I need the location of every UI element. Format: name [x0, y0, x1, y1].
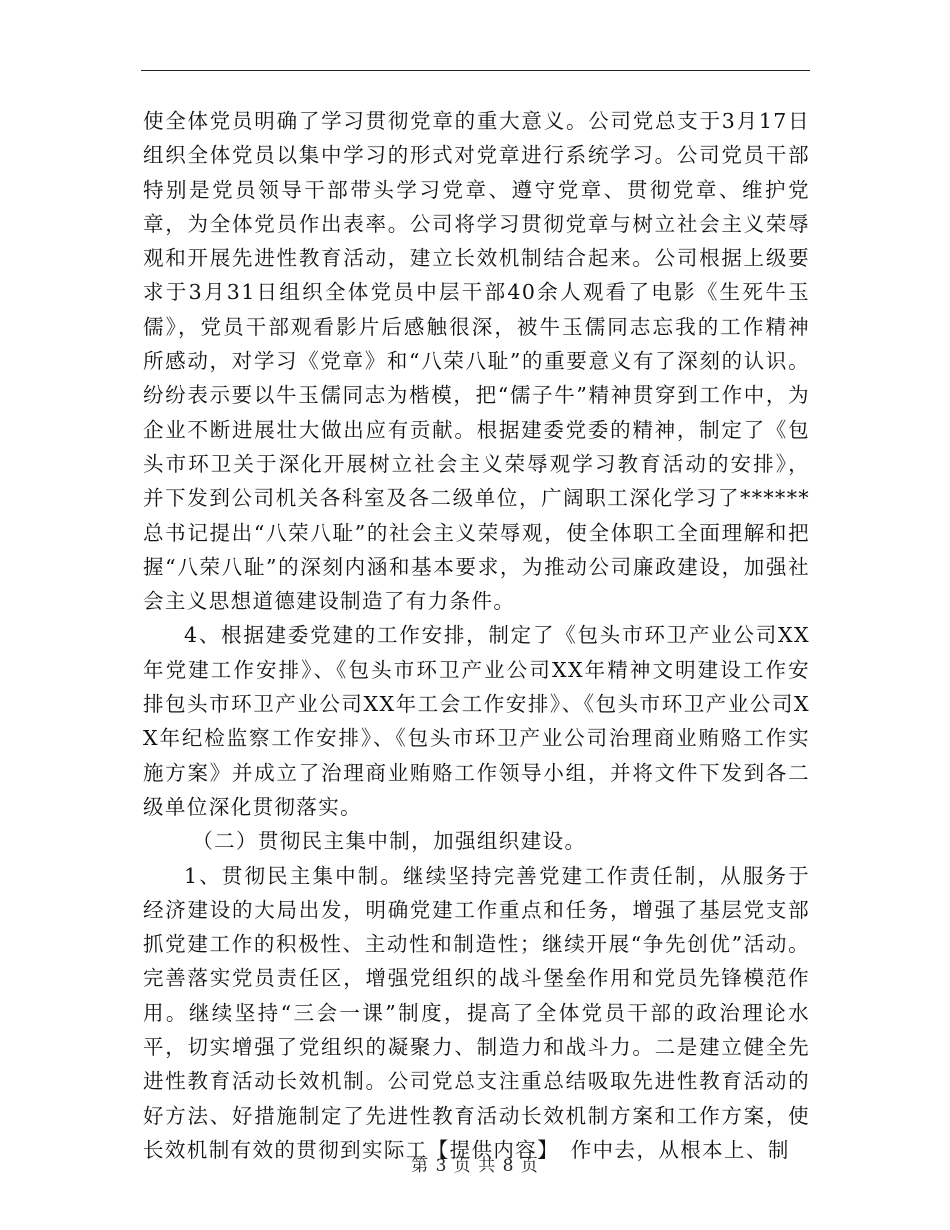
paragraph-item-4: 4、根据建委党建的工作安排，制定了《包头市环卫产业公司XX年党建工作安排》、《包头市环卫产业公司XX年精神文明建设工作安排包头市环卫产业公司XX年工会工作安排》、《包头市环卫产业公司XX年纪检监察工作安排》、《包头市环卫产业公司治理商业贿赂工作实施方案》并成立了治理商业贿赂工作领导小组，并将文件下发到各二级单位深化贯彻落实。 — [143, 623, 810, 819]
paragraph-continuation: 使全体党员明确了学习贯彻党章的重大意义。公司党总支于3月17日组织全体党员以集中学习的形式对党章进行系统学习。公司党员干部特别是党员领导干部带头学习党章、遵守党章、贯彻党章、维护党章，为全体党员作出表率。公司将学习贯彻党章与树立社会主义荣辱观和开展先进性教育活动，建立长效机制结合起来。公司根据上级要求于3月31日组织全体党员中层干部40余人观看了电影《生死牛玉儒》，党员干部观看影片后感触很深，被牛玉儒同志忘我的工作精神所感动，对学习《党章》和“八荣八耻”的重要意义有了深刻的认识。纷纷表示要以牛玉儒同志为楷模，把“儒子牛”精神贯穿到工作中，为企业不断进展壮大做出应有贡献。根据建委党委的精神，制定了《包头市环卫关于深化开展树立社会主义荣辱观学习教育活动的安排》，并下发到公司机关各科室及各二级单位，广阔职工深化学习了******总书记提出“八荣八耻”的社会主义荣辱观，使全体职工全面理解和把握“八荣八耻”的深刻内涵和基本要求，为推动公司廉政建设，加强社会主义思想道德建设制造了有力条件。 — [143, 109, 810, 614]
paragraph-item-1: 1、贯彻民主集中制。继续坚持完善党建工作责任制，从服务于经济建设的大局出发，明确党建工作重点和任务，增强了基层党支部抓党建工作的积极性、主动性和制造性；继续开展“争先创优”活动。完善落实党员责任区，增强党组织的战斗堡垒作用和党员先锋模范作用。继续坚持“三会一课”制度，提高了全体党员干部的政治理论水平，切实增强了党组织的凝聚力、制造力和战斗力。二是建立健全先进性教育活动长效机制。公司党总支注重总结吸取先进性教育活动的好方法、好措施制定了先进性教育活动长效机制方案和工作方案，使长效机制有效的贯彻到实际工【提供内容】 作中去，从根本上、制 — [143, 863, 810, 1162]
document-body — [143, 104, 810, 1167]
section-heading-2: （二）贯彻民主集中制，加强组织建设。 — [192, 829, 587, 854]
page-number-footer: 第 3 页 共 8 页 — [411, 1156, 539, 1176]
header-rule — [141, 70, 810, 71]
